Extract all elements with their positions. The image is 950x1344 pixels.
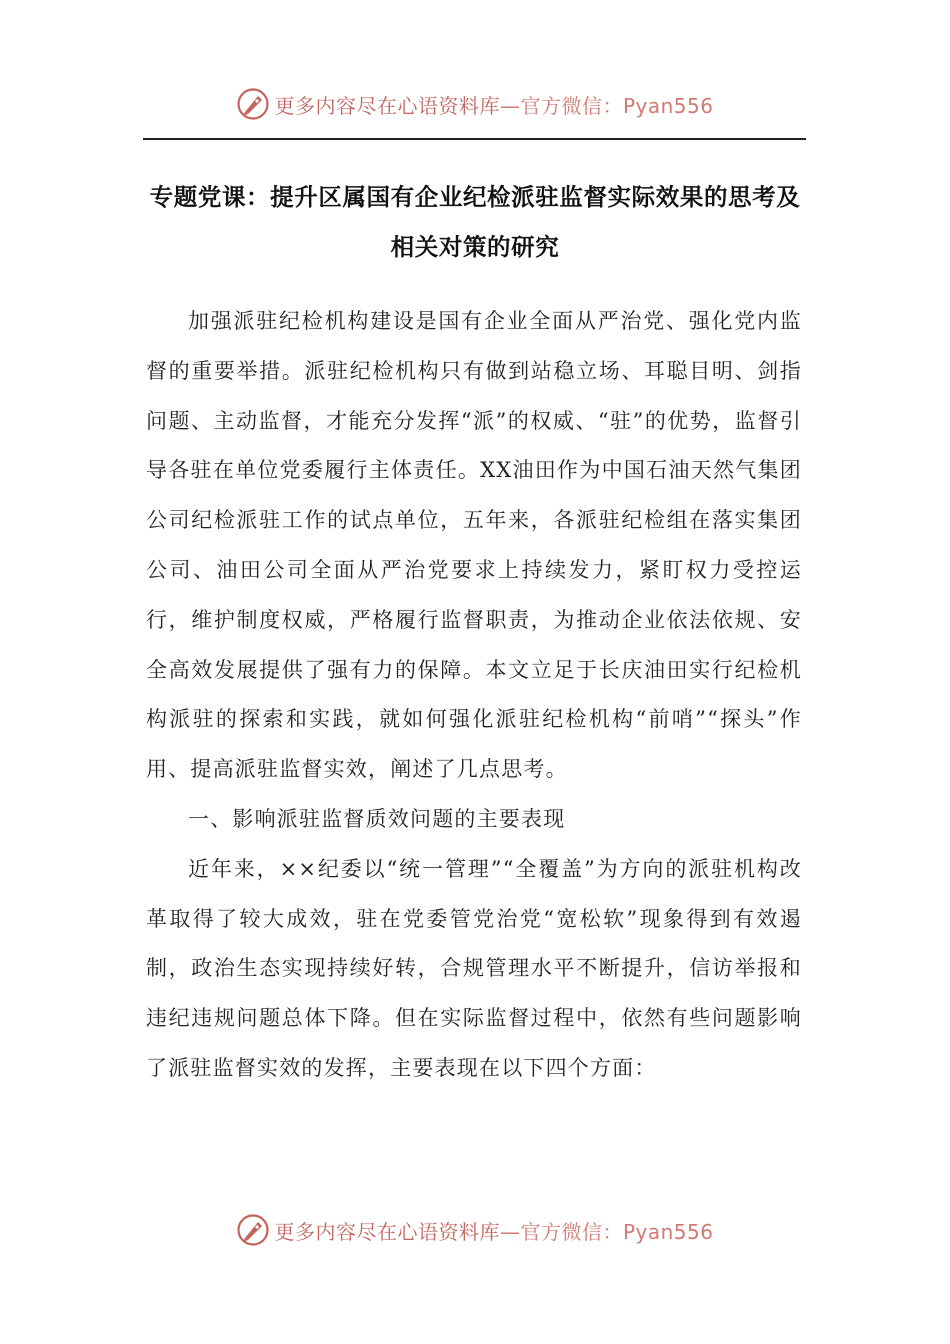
document-title: 专题党课：提升区属国有企业纪检派驻监督实际效果的思考及相关对策的研究 [149, 183, 801, 261]
pen-nib-logo-icon [236, 1213, 270, 1247]
header-banner [0, 82, 950, 126]
header-banner-text [274, 90, 713, 119]
header-divider [143, 138, 806, 140]
footer-banner [0, 1208, 950, 1252]
footer-banner-text [274, 1216, 713, 1245]
pen-nib-logo-icon [236, 87, 270, 121]
paragraph-intro: 加强派驻纪检机构建设是国有企业全面从严治党、强化党内监督的重要举措。派驻纪检机构只有做到站稳立场、耳聪目明、剑指问题、主动监督，才能充分发挥“派”的权威、“驻”的优势，监督引导各驻在单位党委履行主体责任。XX油田作为中国石油天然气集团公司纪检派驻工作的试点单位，五年来，各派驻纪检组在落实集团公司、油田公司全面从严治党要求上持续发力，紧盯权力受控运行，维护制度权威，严格履行监督职责，为推动企业依法依规、安全高效发展提供了强有力的保障。本文立足于长庆油田实行纪检机构派驻的探索和实践，就如何强化派驻纪检机构“前哨”“探头”作用、提高派驻监督实效，阐述了几点思考。 [146, 309, 802, 782]
paragraph-section-1: 近年来，××纪委以“统一管理”“全覆盖”为方向的派驻机构改革取得了较大成效，驻在党委管党治党“宽松软”现象得到有效遏制，政治生态实现持续好转，合规管理水平不断提升，信访举报和违纪违规问题总体下降。但在实际监督过程中，依然有些问题影响了派驻监督实效的发挥，主要表现在以下四个方面： [146, 856, 802, 1080]
header-site-text: 更多内容尽在心语资料库 [274, 93, 500, 118]
footer-contact-text: —官方微信：Pyan556 [499, 1219, 714, 1244]
header-contact-text: —官方微信：Pyan556 [499, 93, 714, 118]
document-body [146, 297, 802, 1094]
footer-site-text: 更多内容尽在心语资料库 [274, 1219, 500, 1244]
section-heading-1: 一、影响派驻监督质效问题的主要表现 [188, 806, 566, 831]
